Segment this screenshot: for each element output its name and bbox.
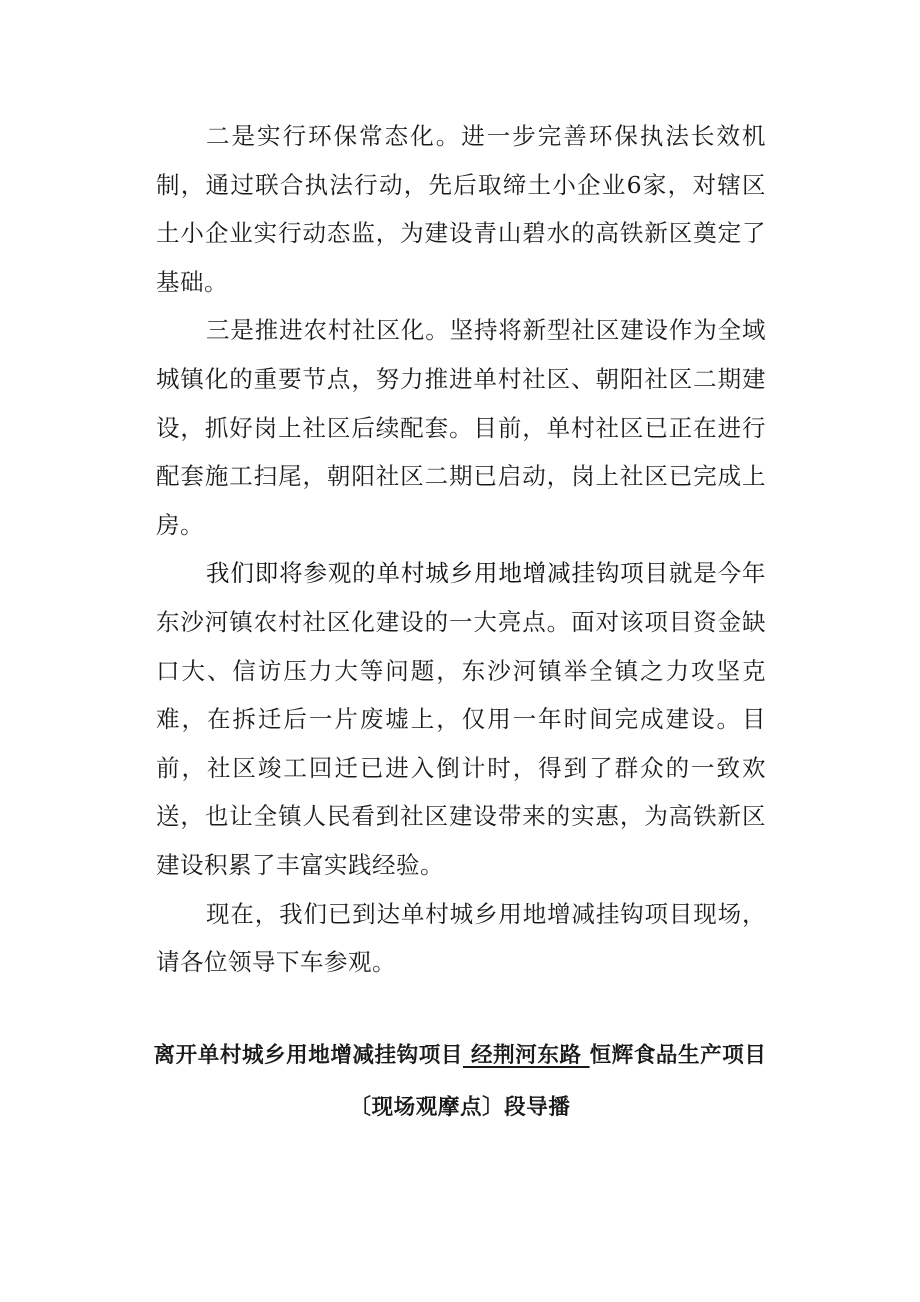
section-heading-before: 离开单村城乡用地增减挂钩项目 (153, 1043, 463, 1068)
section-heading-underlined: 经荆河东路 (462, 1043, 590, 1068)
paragraph-arrival: 现在，我们已到达单村城乡用地增减挂钩项目现场，请各位领导下车参观。 (156, 899, 766, 977)
section-heading (150, 1030, 770, 1134)
paragraph-project-lead: 我们即将参观的单村城乡用地增减挂钩项目 (206, 559, 669, 588)
document-body (156, 112, 766, 987)
paragraph-project-rest: 就是今年东沙河镇农村社区化建设的一大亮点。面对该项目资金缺口大、信访压力大等问题，东沙河镇举全镇之力攻坚克难，在拆迁后一片废墟上，仅用一年时间完成建设。目前，社区竣工回迁已进入倒计时，得到了群众的一致欢送，也让全镇人民看到社区建设带来的实惠，为高铁新区建设积累了丰富实践经验。 (156, 559, 767, 879)
paragraph-rural-community: 三是推进农村社区化。坚持将新型社区建设作为全域城镇化的重要节点，努力推进单村社区、朝阳社区二期建设，抓好岗上社区后续配套。目前，单村社区已正在进行配套施工扫尾，朝阳社区二期已启动，岗上社区已完成上房。 (156, 316, 766, 539)
paragraph-project-visit (156, 549, 766, 889)
section-heading-after: 恒辉食品生产项目〔现场观摩点〕段导播 (349, 1043, 767, 1120)
paragraph-environmental-protection: 二是实行环保常态化。进一步完善环保执法长效机制，通过联合执法行动，先后取缔土小企业6家，对辖区土小企业实行动态监，为建设青山碧水的高铁新区奠定了基础。 (156, 122, 766, 296)
